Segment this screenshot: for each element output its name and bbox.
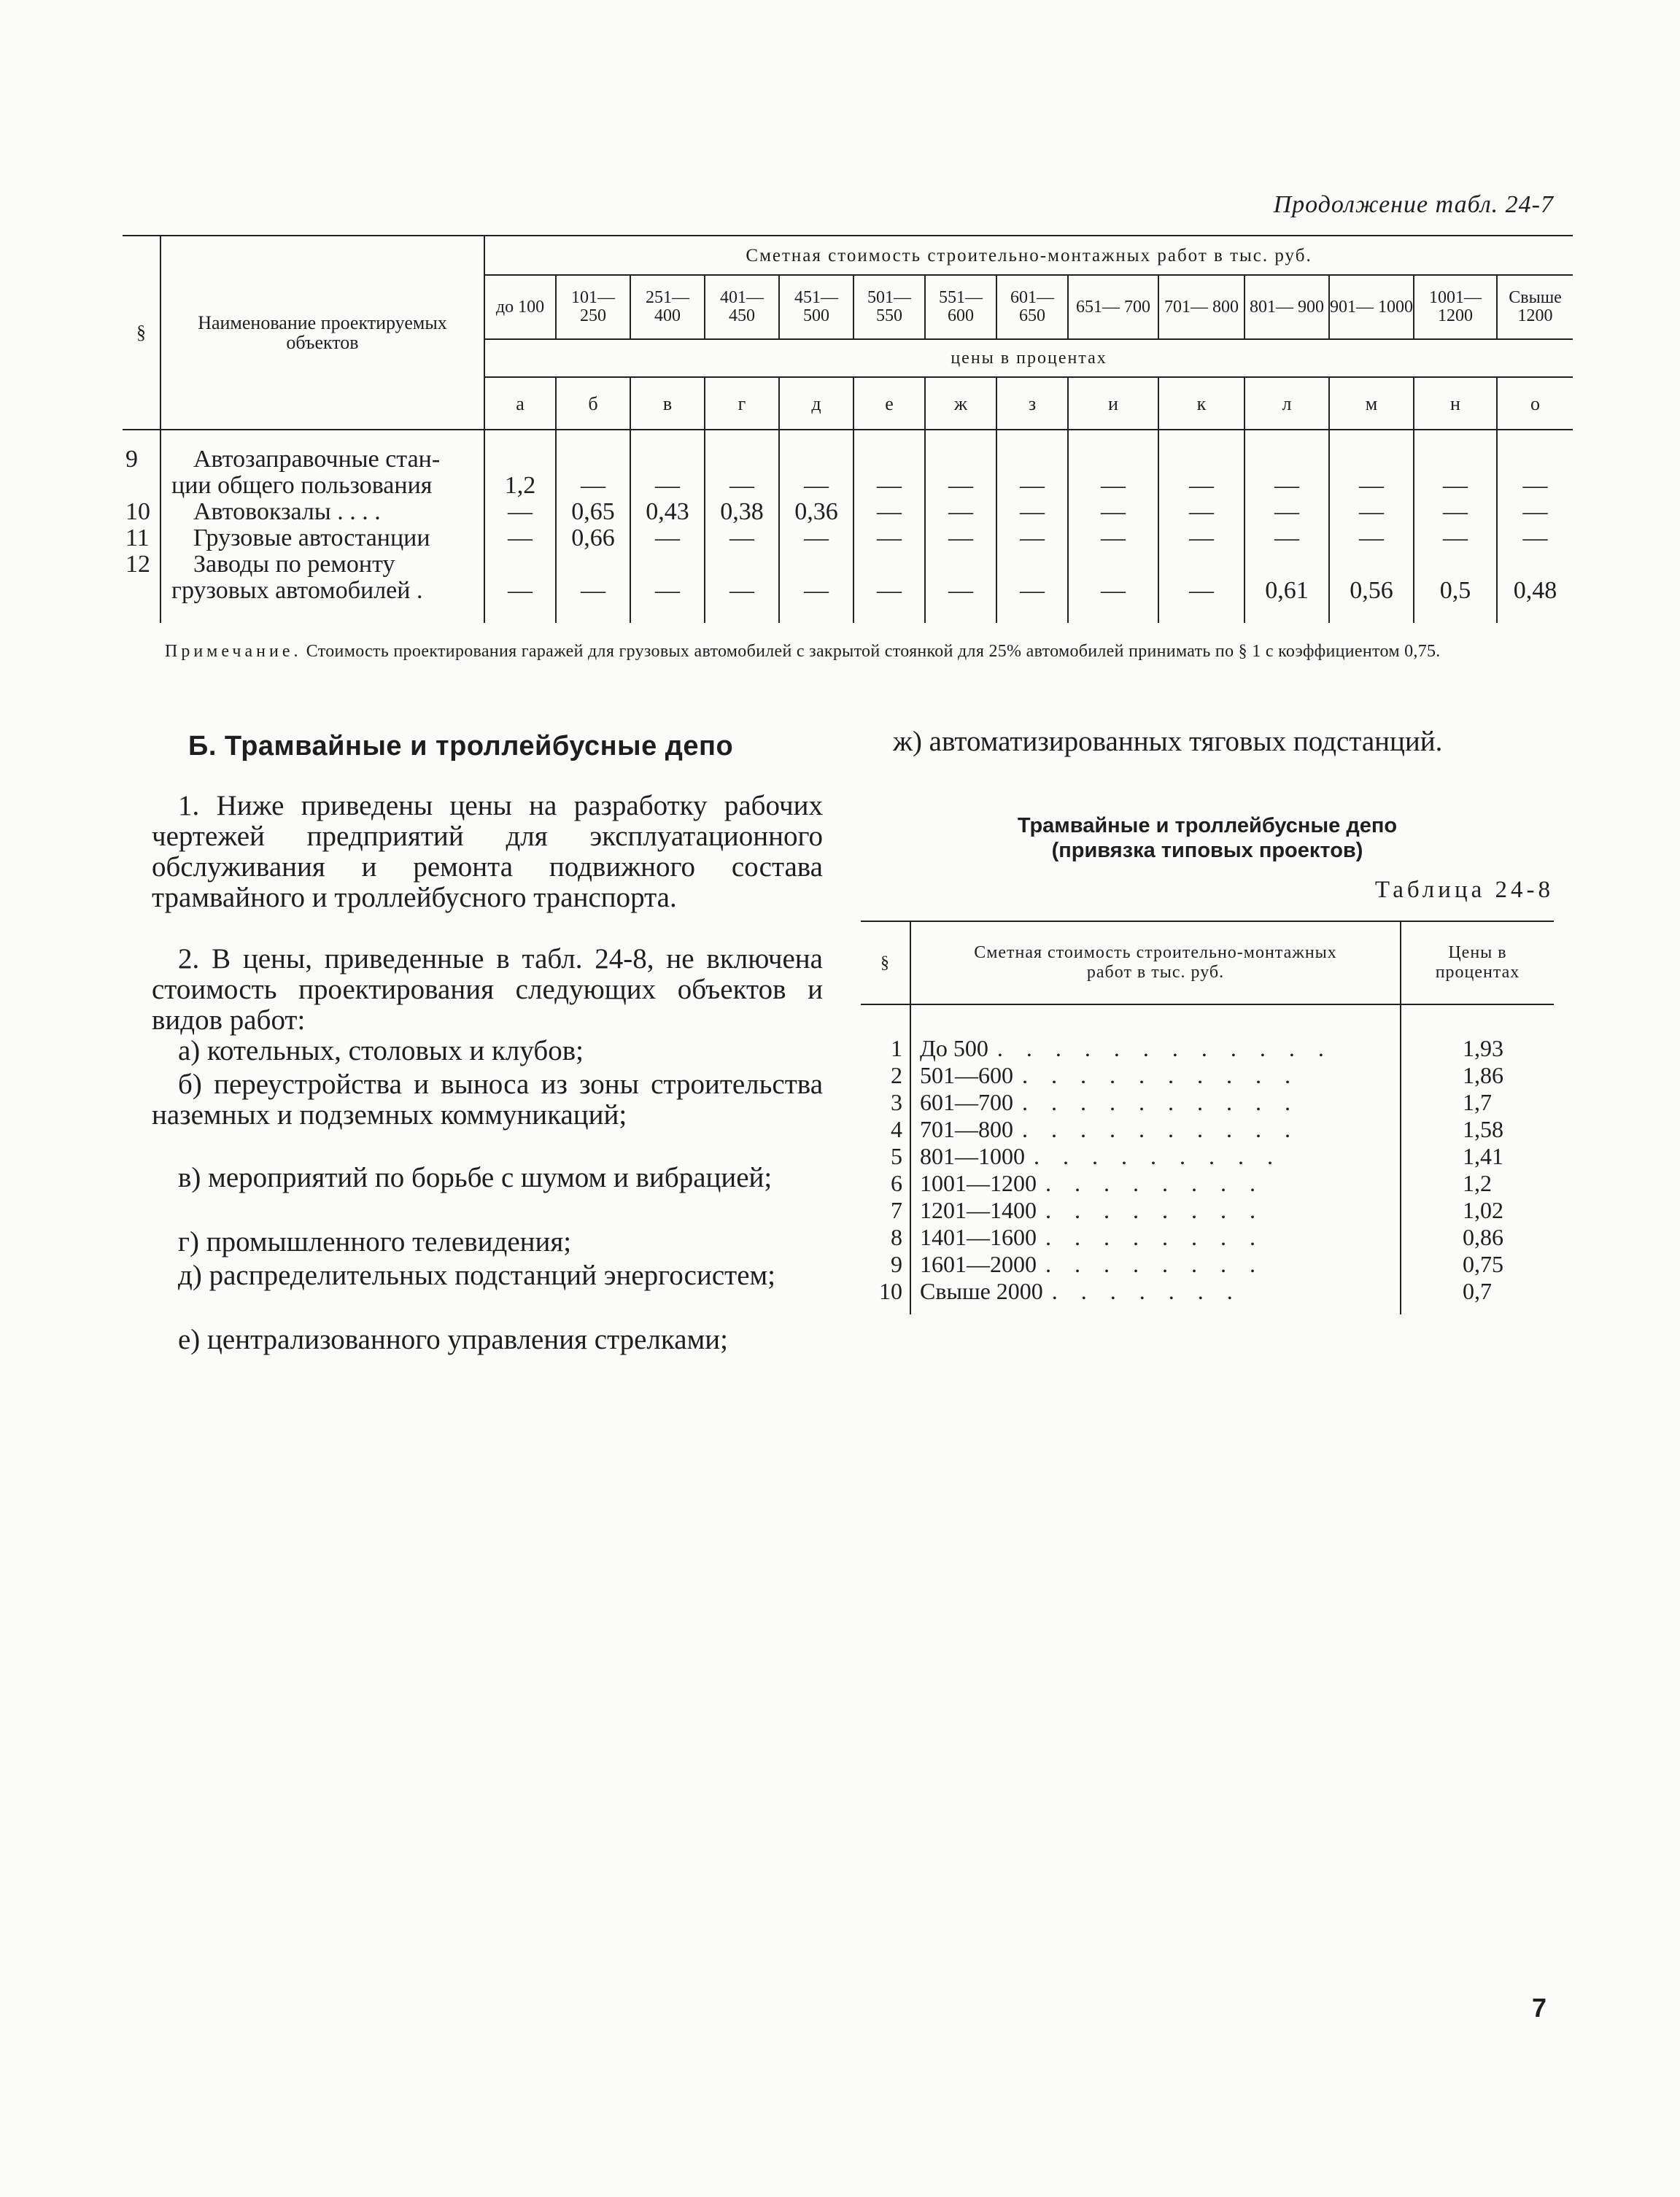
row-number: 10: [125, 498, 150, 525]
table-cell: —: [1189, 577, 1214, 604]
table-title-line: Трамвайные и троллейбусные депо: [1017, 814, 1398, 837]
table-24-7: [123, 235, 1573, 623]
leader-dots: . . . . . . . .: [1045, 1197, 1264, 1223]
table-cell: —: [729, 472, 754, 499]
header-letter: б: [556, 377, 630, 430]
table-24-8-label: Таблица 24-8: [1374, 877, 1554, 903]
value-column: [1158, 430, 1244, 623]
price-value: 1,7: [1401, 1089, 1554, 1116]
row-number: 3: [891, 1089, 902, 1115]
table-cell: —: [1443, 498, 1468, 525]
table-row: [861, 1062, 1554, 1089]
table-cell: —: [729, 524, 754, 551]
table-cell: —: [1020, 524, 1045, 551]
list-item-d: д) распределительных подстанций энергосистем;: [178, 1260, 776, 1291]
header-range: 801— 900: [1244, 275, 1329, 339]
header-range: 501— 550: [853, 275, 925, 339]
page-number: 7: [1532, 1993, 1547, 2023]
price-value: 0,86: [1401, 1224, 1554, 1251]
table-cell: 0,38: [720, 498, 764, 525]
price-value: 1,02: [1401, 1197, 1554, 1224]
header-range: 551— 600: [925, 275, 996, 339]
table-cell: —: [877, 577, 902, 604]
table-row: [861, 1004, 1554, 1062]
value-column: [1329, 430, 1414, 623]
table-cell: —: [1274, 524, 1299, 551]
range-label: 1601—2000: [920, 1251, 1037, 1277]
table-cell: 0,65: [571, 498, 615, 525]
cost-range: [910, 1278, 1401, 1314]
range-label: 501—600: [920, 1062, 1013, 1088]
table-cell: 0,66: [571, 524, 615, 551]
leader-dots: . . . . . . . . . .: [1022, 1116, 1299, 1142]
table-cell: —: [804, 577, 829, 604]
table-cell: —: [1359, 472, 1384, 499]
header-letter: н: [1414, 377, 1497, 430]
row-number: 4: [891, 1116, 902, 1142]
table-cell: —: [581, 472, 605, 499]
table-row: [861, 1197, 1554, 1224]
header-cost: Сметная стоимость строительно-монтажных работ в тыс. руб.: [484, 236, 1573, 275]
row-number: 6: [891, 1170, 902, 1196]
object-name: Заводы по ремонту: [193, 551, 395, 578]
header-letter: л: [1244, 377, 1329, 430]
list-item-b: б) переустройства и выноса из зоны строительства наземных и подземных коммуникаций;: [152, 1069, 823, 1131]
header-section-sign: §: [123, 236, 160, 430]
list-item-zh: ж) автоматизированных тяговых подстанций.: [893, 726, 1443, 757]
table-cell: —: [1189, 472, 1214, 499]
header-range: 451— 500: [779, 275, 853, 339]
cost-range: [910, 1197, 1401, 1224]
header-range: 101— 250: [556, 275, 630, 339]
table-cell: —: [655, 524, 680, 551]
table-cell: —: [1189, 498, 1214, 525]
header-range: до 100: [484, 275, 556, 339]
table-cell: —: [508, 498, 533, 525]
header-section-sign: §: [861, 921, 910, 1004]
table-cell: —: [804, 524, 829, 551]
table-row: [123, 430, 1573, 623]
row-number: 1: [891, 1035, 902, 1061]
header-letter: ж: [925, 377, 996, 430]
header-cost: Сметная стоимость строительно-монтажных работ в тыс. руб.: [910, 921, 1401, 1004]
cost-range: [910, 1224, 1401, 1251]
header-letter: д: [779, 377, 853, 430]
cost-range: [910, 1004, 1401, 1062]
object-name: Автовокзалы . . . .: [193, 498, 381, 525]
value-column: [1244, 430, 1329, 623]
header-letter: о: [1497, 377, 1573, 430]
leader-dots: . . . . . . . .: [1045, 1224, 1264, 1250]
table-cell: —: [1020, 498, 1045, 525]
cost-range: [910, 1143, 1401, 1170]
table-cell: —: [508, 577, 533, 604]
row-names: [160, 430, 484, 623]
table-24-8: [861, 921, 1554, 1314]
value-column: [996, 430, 1068, 623]
section-title: Б. Трамвайные и троллейбусные депо: [188, 731, 734, 762]
cost-range: [910, 1062, 1401, 1089]
table-cell: —: [1020, 472, 1045, 499]
list-item-e: е) централизованного управления стрелками;: [178, 1324, 728, 1355]
table-row: [861, 1089, 1554, 1116]
range-label: 701—800: [920, 1116, 1013, 1142]
table-cell: 0,5: [1439, 577, 1471, 604]
table-cell: —: [1274, 472, 1299, 499]
table-cell: —: [1359, 498, 1384, 525]
value-column: [705, 430, 779, 623]
cost-range: [910, 1251, 1401, 1278]
price-value: 1,86: [1401, 1062, 1554, 1089]
list-item-a: а) котельных, столовых и клубов;: [178, 1035, 584, 1066]
list-item-v: в) мероприятий по борьбе с шумом и вибрацией;: [178, 1162, 773, 1193]
table-cell: —: [948, 472, 973, 499]
price-value: 0,75: [1401, 1251, 1554, 1278]
header-range: 1001— 1200: [1414, 275, 1497, 339]
header-letter: г: [705, 377, 779, 430]
leader-dots: . . . . . . . . .: [1034, 1143, 1282, 1169]
table-cell: —: [1101, 472, 1126, 499]
table-note: [165, 642, 1554, 661]
continuation-caption: Продолжение табл. 24-7: [1273, 191, 1554, 218]
header-letter: в: [630, 377, 705, 430]
price-value: 1,41: [1401, 1143, 1554, 1170]
paragraph-2: 2. В цены, приведенные в табл. 24-8, не включена стоимость проектирования следующих объектов и видов работ:: [152, 943, 823, 1036]
table-24-8-title: [861, 813, 1554, 863]
table-cell: 0,48: [1513, 577, 1557, 604]
row-number: 9: [891, 1251, 902, 1277]
object-name: Автозаправочные стан-: [193, 446, 441, 473]
value-column: [1414, 430, 1497, 623]
header-letter: з: [996, 377, 1068, 430]
range-label: 1401—1600: [920, 1224, 1037, 1250]
header-letter: е: [853, 377, 925, 430]
table-cell: —: [1522, 498, 1548, 525]
table-cell: —: [729, 577, 754, 604]
range-label: 1001—1200: [920, 1170, 1037, 1196]
value-column: [484, 430, 556, 623]
header-range: 251— 400: [630, 275, 705, 339]
header-range: 651— 700: [1068, 275, 1158, 339]
range-label: Свыше 2000: [920, 1278, 1043, 1304]
table-title-line: (привязка типовых проектов): [1051, 839, 1363, 862]
table-cell: —: [508, 524, 533, 551]
range-label: 601—700: [920, 1089, 1013, 1115]
row-number: 8: [891, 1224, 902, 1250]
table-cell: —: [1274, 498, 1299, 525]
cost-range: [910, 1116, 1401, 1143]
note-label: Примечание.: [165, 642, 302, 661]
header-object-name: Наименование проектируемых объектов: [160, 236, 484, 430]
table-cell: —: [877, 524, 902, 551]
row-number: 11: [125, 524, 150, 551]
cost-range: [910, 1170, 1401, 1197]
table-cell: —: [948, 498, 973, 525]
note-text: Стоимость проектирования гаражей для грузовых автомобилей с закрытой стоянкой для 25% автомобилей принимать по § 1 с коэффициентом 0,75.: [306, 642, 1441, 661]
table-cell: 1,2: [504, 472, 536, 499]
table-cell: —: [1020, 577, 1045, 604]
value-column: [853, 430, 925, 623]
leader-dots: . . . . . . . .: [1045, 1170, 1264, 1196]
table-row: [861, 1251, 1554, 1278]
table-row: [861, 1224, 1554, 1251]
row-numbers: [123, 430, 160, 623]
header-range: 401— 450: [705, 275, 779, 339]
header-letter: к: [1158, 377, 1244, 430]
table-cell: —: [1189, 524, 1214, 551]
row-number: 7: [891, 1197, 902, 1223]
table-cell: —: [655, 472, 680, 499]
table-cell: —: [1101, 577, 1126, 604]
price-value: 1,93: [1401, 1004, 1554, 1062]
row-number: 2: [891, 1062, 902, 1088]
leader-dots: . . . . . . . . . .: [1022, 1062, 1299, 1088]
table-cell: —: [1101, 498, 1126, 525]
table-cell: 0,56: [1350, 577, 1393, 604]
table-cell: 0,43: [646, 498, 689, 525]
table-cell: —: [1522, 472, 1548, 499]
table-cell: 0,61: [1265, 577, 1309, 604]
leader-dots: . . . . . . . .: [1045, 1251, 1264, 1277]
row-number: 10: [879, 1278, 902, 1304]
price-value: 1,58: [1401, 1116, 1554, 1143]
table-cell: —: [948, 577, 973, 604]
header-range: 601— 650: [996, 275, 1068, 339]
table-cell: —: [804, 472, 829, 499]
object-name: ции общего пользования: [171, 472, 433, 499]
leader-dots: . . . . . . . . . .: [1022, 1089, 1299, 1115]
table-row: [861, 1278, 1554, 1314]
table-row: [861, 1143, 1554, 1170]
table-row: [861, 1116, 1554, 1143]
list-item-g: г) промышленного телевидения;: [178, 1226, 572, 1258]
header-letter: м: [1329, 377, 1414, 430]
header-percent: цены в процентах: [484, 339, 1573, 377]
value-column: [556, 430, 630, 623]
price-value: 1,2: [1401, 1170, 1554, 1197]
leader-dots: . . . . . . .: [1051, 1278, 1242, 1304]
cost-range: [910, 1089, 1401, 1116]
header-price: Цены в процентах: [1401, 921, 1554, 1004]
value-column: [925, 430, 996, 623]
table-cell: 0,36: [794, 498, 838, 525]
price-value: 0,7: [1401, 1278, 1554, 1314]
value-column: [630, 430, 705, 623]
value-column: [1068, 430, 1158, 623]
header-range: 701— 800: [1158, 275, 1244, 339]
object-name: Грузовые автостанции: [193, 524, 430, 551]
range-label: 1201—1400: [920, 1197, 1037, 1223]
table-cell: —: [1359, 524, 1384, 551]
object-name: грузовых автомобилей .: [171, 577, 423, 604]
header-range: 901— 1000: [1329, 275, 1414, 339]
table-row: [861, 1170, 1554, 1197]
value-column: [779, 430, 853, 623]
header-letter: а: [484, 377, 556, 430]
range-label: До 500: [920, 1035, 988, 1061]
row-number: 9: [125, 446, 138, 473]
table-cell: —: [948, 524, 973, 551]
table-cell: —: [1101, 524, 1126, 551]
table-cell: —: [877, 498, 902, 525]
range-label: 801—1000: [920, 1143, 1025, 1169]
table-cell: —: [877, 472, 902, 499]
value-column: [1497, 430, 1573, 623]
table-cell: —: [1443, 472, 1468, 499]
row-number: 12: [125, 551, 150, 578]
leader-dots: . . . . . . . . . . . .: [996, 1035, 1333, 1061]
table-cell: —: [655, 577, 680, 604]
table-cell: —: [1522, 524, 1548, 551]
header-letter: и: [1068, 377, 1158, 430]
header-range: Свыше 1200: [1497, 275, 1573, 339]
table-cell: —: [581, 577, 605, 604]
paragraph-1: 1. Ниже приведены цены на разработку рабочих чертежей предприятий для эксплуатационного обслуживания и ремонта подвижного состава трамвайного и троллейбусного транспорта.: [152, 790, 823, 913]
row-number: 5: [891, 1143, 902, 1169]
table-cell: —: [1443, 524, 1468, 551]
